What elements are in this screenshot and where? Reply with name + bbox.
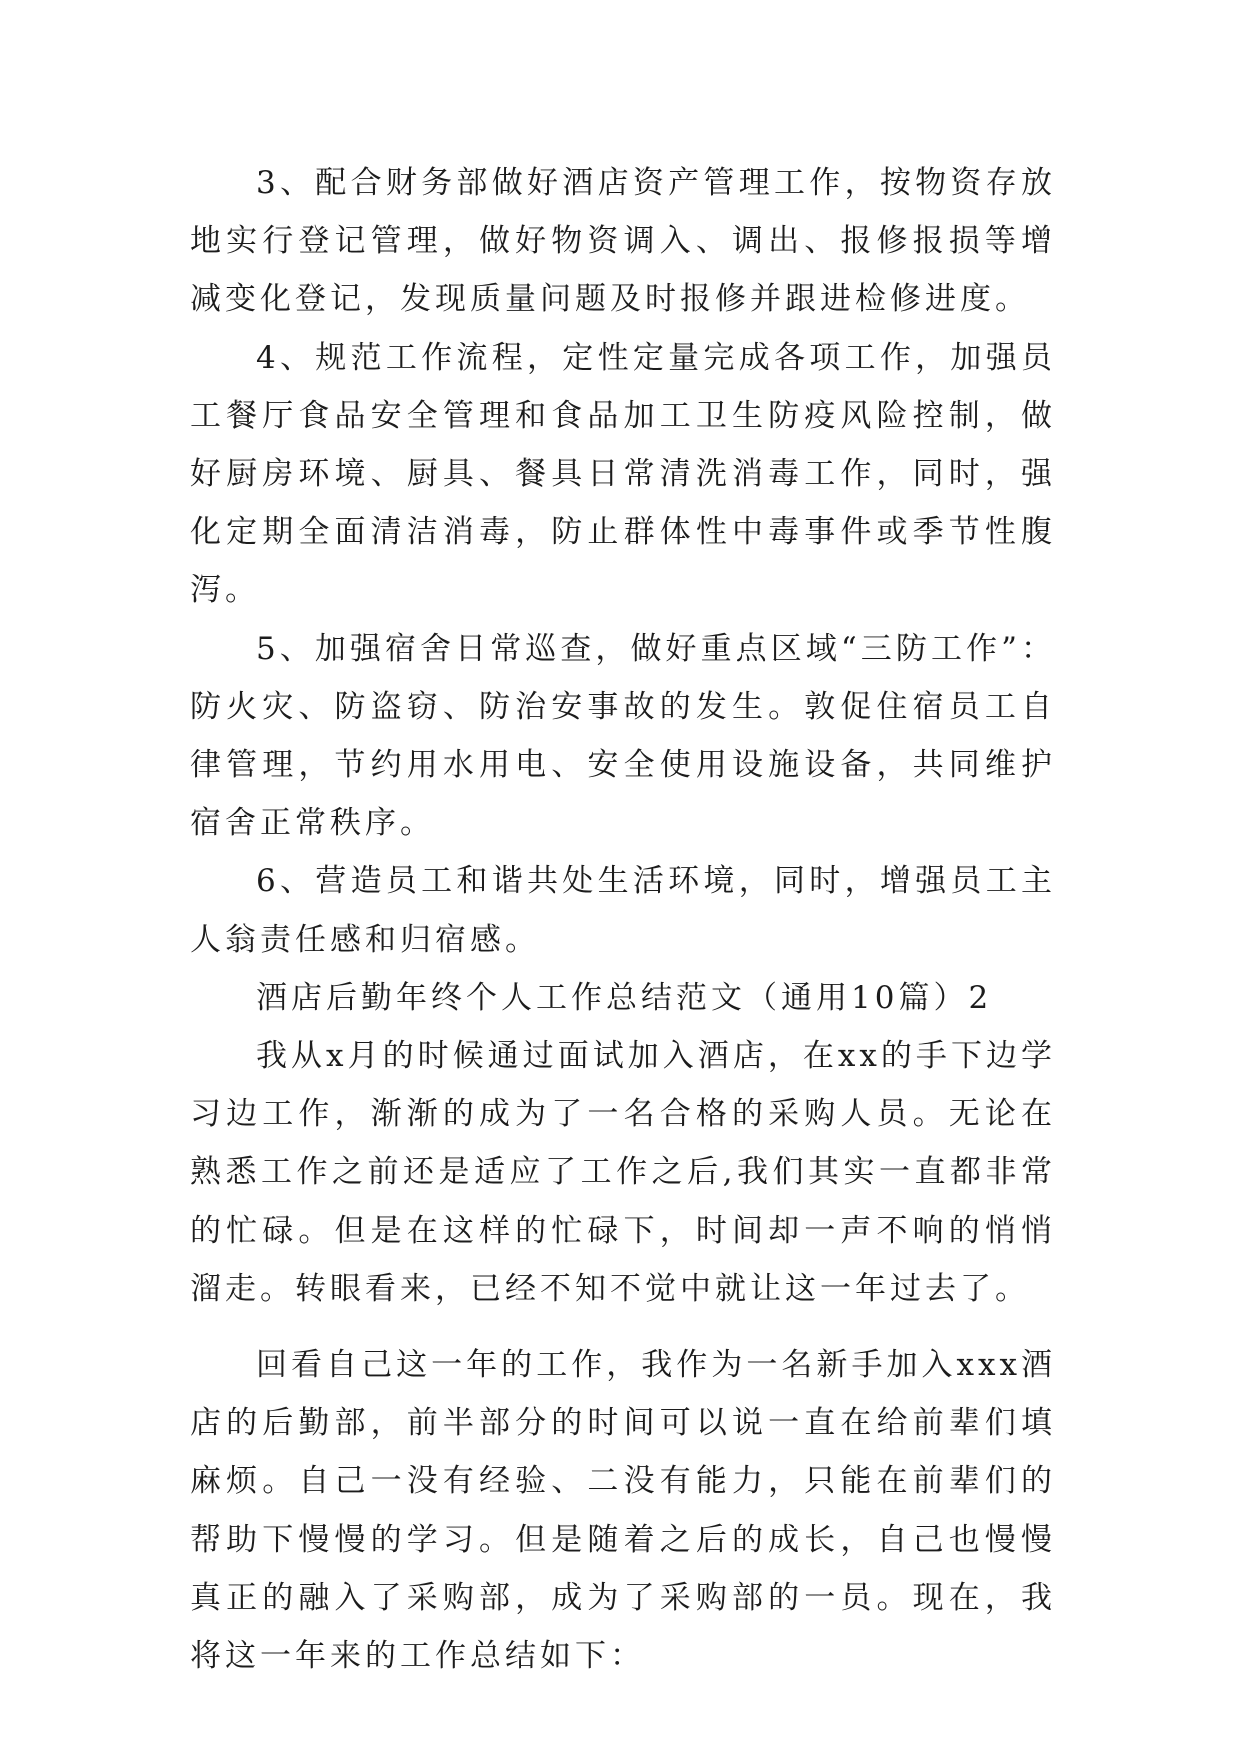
paragraph-asset-management: 3、配合财务部做好酒店资产管理工作，按物资存放地实行登记管理，做好物资调入、调出、报修报损等增减变化登记，发现质量问题及时报修并跟进检修进度。 bbox=[190, 165, 1056, 318]
paragraph-review: 回看自己这一年的工作，我作为一名新手加入xxx酒店的后勤部，前半部分的时间可以说一直在给前辈们填麻烦。自己一没有经验、二没有能力，只能在前辈们的帮助下慢慢的学习。但是随着之后的成长，自己也慢慢真正的融入了采购部，成为了采购部的一员。现在，我将这一年来的工作总结如下： bbox=[190, 1347, 1056, 1675]
document-body bbox=[190, 154, 1056, 1685]
paragraph-work-process: 4、规范工作流程，定性定量完成各项工作，加强员工餐厅食品安全管理和食品加工卫生防疫风险控制，做好厨房环境、厨具、餐具日常清洗消毒工作，同时，强化定期全面清洁消毒，防止群体性中毒事件或季节性腹泻。 bbox=[190, 339, 1056, 609]
section-heading: 酒店后勤年终个人工作总结范文（通用10篇）2 bbox=[256, 979, 993, 1016]
paragraph-dormitory-inspection: 5、加强宿舍日常巡查，做好重点区域“三防工作”：防火灾、防盗窃、防治安事故的发生。敦促住宿员工自律管理，节约用水用电、安全使用设施设备，共同维护宿舍正常秩序。 bbox=[190, 630, 1056, 842]
paragraph-introduction: 我从x月的时候通过面试加入酒店，在xx的手下边学习边工作，渐渐的成为了一名合格的采购人员。无论在熟悉工作之前还是适应了工作之后,我们其实一直都非常的忙碌。但是在这样的忙碌下，时间却一声不响的悄悄溜走。转眼看来，已经不知不觉中就让这一年过去了。 bbox=[190, 1038, 1056, 1307]
paragraph-staff-environment: 6、营造员工和谐共处生活环境，同时，增强员工主人翁责任感和归宿感。 bbox=[190, 863, 1056, 958]
